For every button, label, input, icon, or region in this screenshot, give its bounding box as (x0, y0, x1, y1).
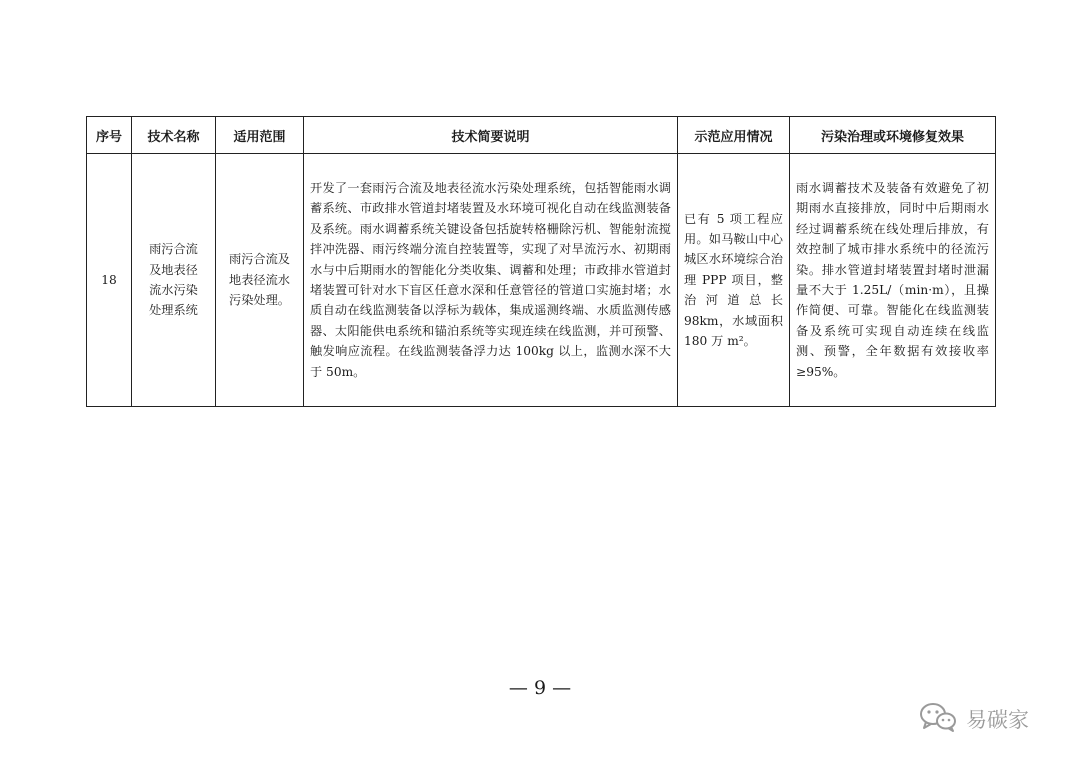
cell-no (87, 154, 132, 407)
page-number: — 9 — (508, 677, 572, 699)
cell-application (678, 154, 790, 407)
table-header-row (87, 117, 996, 154)
header-effect: 污染治理或环境修复效果 (790, 117, 996, 154)
header-description: 技术简要说明 (304, 117, 678, 154)
header-scope: 适用范围 (216, 117, 304, 154)
table-row (87, 154, 996, 407)
row-number: 18 (101, 272, 117, 287)
description-text: 开发了一套雨污合流及地表径流水污染处理系统，包括智能雨水调蓄系统、市政排水管道封堵装置及水环境可视化自动在线监测装备及系统。雨水调蓄系统关键设备包括旋转格栅除污机、智能射流搅拌冲洗器、雨污终端分流自控装置等，实现了对旱流污水、初期雨水与中后期雨水的智能化分类收集、调蓄和处理；市政排水管道封堵装置可针对水下盲区任意水深和任意管径的管道口实施封堵；水质自动在线监测装备以浮标为载体，集成遥测终端、水质监测传感器、太阳能供电系统和锚泊系统等实现连续在线监测，并可预警、触发响应流程。在线监测装备浮力达 100kg 以上，监测水深不大于 50m。 (310, 180, 671, 379)
cell-scope (216, 154, 304, 407)
header-tech-name: 技术名称 (132, 117, 216, 154)
header-application: 示范应用情况 (678, 117, 790, 154)
cell-tech-name (132, 154, 216, 407)
watermark-text: 易碳家 (966, 708, 1029, 732)
cell-description (304, 154, 678, 407)
application-text: 已有 5 项工程应用。如马鞍山中心城区水环境综合治理 PPP 项目，整治河道总长 98km，水域面积 180 万 m²。 (684, 211, 783, 349)
tech-name-text: 雨污合流 及地表径 流水污染 处理系统 (149, 242, 198, 318)
scope-text: 雨污合流及 地表径流水 污染处理。 (229, 252, 290, 308)
wechat-icon (918, 701, 958, 737)
effect-text: 雨水调蓄技术及装备有效避免了初期雨水直接排放，同时中后期雨水经过调蓄系统在线处理后排放，有效控制了城市排水系统中的径流污染。排水管道封堵装置封堵时泄漏量不大于 1.25L/（min·m），且操作简便、可靠。智能化在线监测装备及系统可实现自动连续在线监测、预警，全年数据有效接收率≥95%。 (796, 180, 989, 379)
cell-effect (790, 154, 996, 407)
technology-table (86, 116, 996, 407)
header-no: 序号 (87, 117, 132, 154)
watermark (918, 702, 1029, 736)
